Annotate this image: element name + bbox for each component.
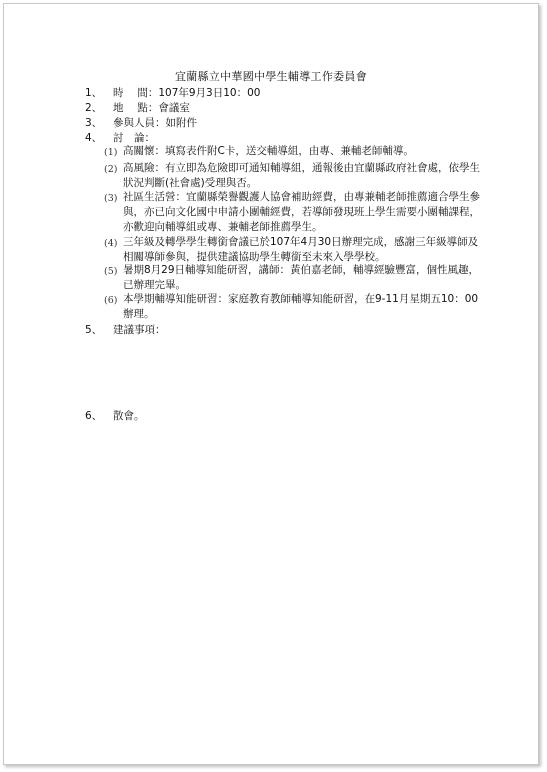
item-label: 地 點：會議室: [113, 102, 190, 114]
discussion-item: [104, 263, 484, 293]
document-content: [4, 4, 538, 764]
discussion-number: (3): [104, 193, 118, 204]
item-number: 1、: [85, 87, 103, 99]
item-number: 4、: [85, 132, 103, 144]
discussion-text: 高風險：有立即為危險即可通知輔導組，通報後由宜蘭縣政府社會處，依學生狀況判斷(社會處)受理與否。: [123, 162, 480, 189]
item-label: 時 間：107年9月3日10：00: [113, 87, 261, 99]
discussion-item: [104, 190, 484, 235]
discussion-number: (2): [104, 164, 118, 175]
item-discussion: [85, 131, 155, 145]
discussion-number: (6): [104, 295, 118, 306]
discussion-item: [104, 235, 484, 265]
item-number: 5、: [85, 324, 103, 336]
discussion-item: [104, 144, 484, 159]
item-suggestions: [85, 323, 166, 337]
item-number: 2、: [85, 102, 103, 114]
document-page: [3, 3, 539, 765]
discussion-item: [104, 292, 484, 322]
item-label: 散會。: [113, 410, 145, 422]
discussion-text: 高關懷：填寫表件附C卡，送交輔導組，由專、兼輔老師輔導。: [123, 145, 414, 157]
discussion-text: 本學期輔導知能研習：家庭教育教師輔導知能研習，在9-11月星期五10：00辦理。: [123, 293, 479, 320]
discussion-text: 社區生活營：宜蘭縣榮譽觀護人協會補助經費，由專兼輔老師推薦適合學生參與，亦已向文化國中申請小團輔經費，若導師發現班上學生需要小團輔課程，亦歡迎向輔導組或專、兼輔老師推薦學生。: [123, 191, 480, 233]
item-label: 討 論：: [113, 132, 155, 144]
discussion-number: (1): [104, 147, 118, 158]
item-adjourn: [85, 409, 145, 423]
item-number: 3、: [85, 117, 103, 129]
document-title: 宜蘭縣立中華國中學生輔導工作委員會: [174, 70, 368, 83]
item-location: [85, 101, 190, 115]
item-number: 6、: [85, 410, 103, 422]
discussion-item: [104, 161, 484, 191]
item-participants: [85, 116, 197, 130]
item-label: 建議事項：: [113, 324, 166, 336]
discussion-number: (5): [104, 266, 118, 277]
discussion-text: 三年級及轉學學生轉銜會議已於107年4月30日辦理完成，感謝三年級導師及相關導師參與，提供建議協助學生轉銜至未來入學學校。: [123, 236, 479, 263]
discussion-number: (4): [104, 238, 118, 249]
item-label: 參與人員：如附件: [113, 117, 197, 129]
discussion-text: 暑期8月29日輔導知能研習，講師：黃伯嘉老師，輔導經驗豐富，個性風趣，已辦理完畢。: [123, 264, 480, 291]
item-time: [85, 86, 260, 100]
